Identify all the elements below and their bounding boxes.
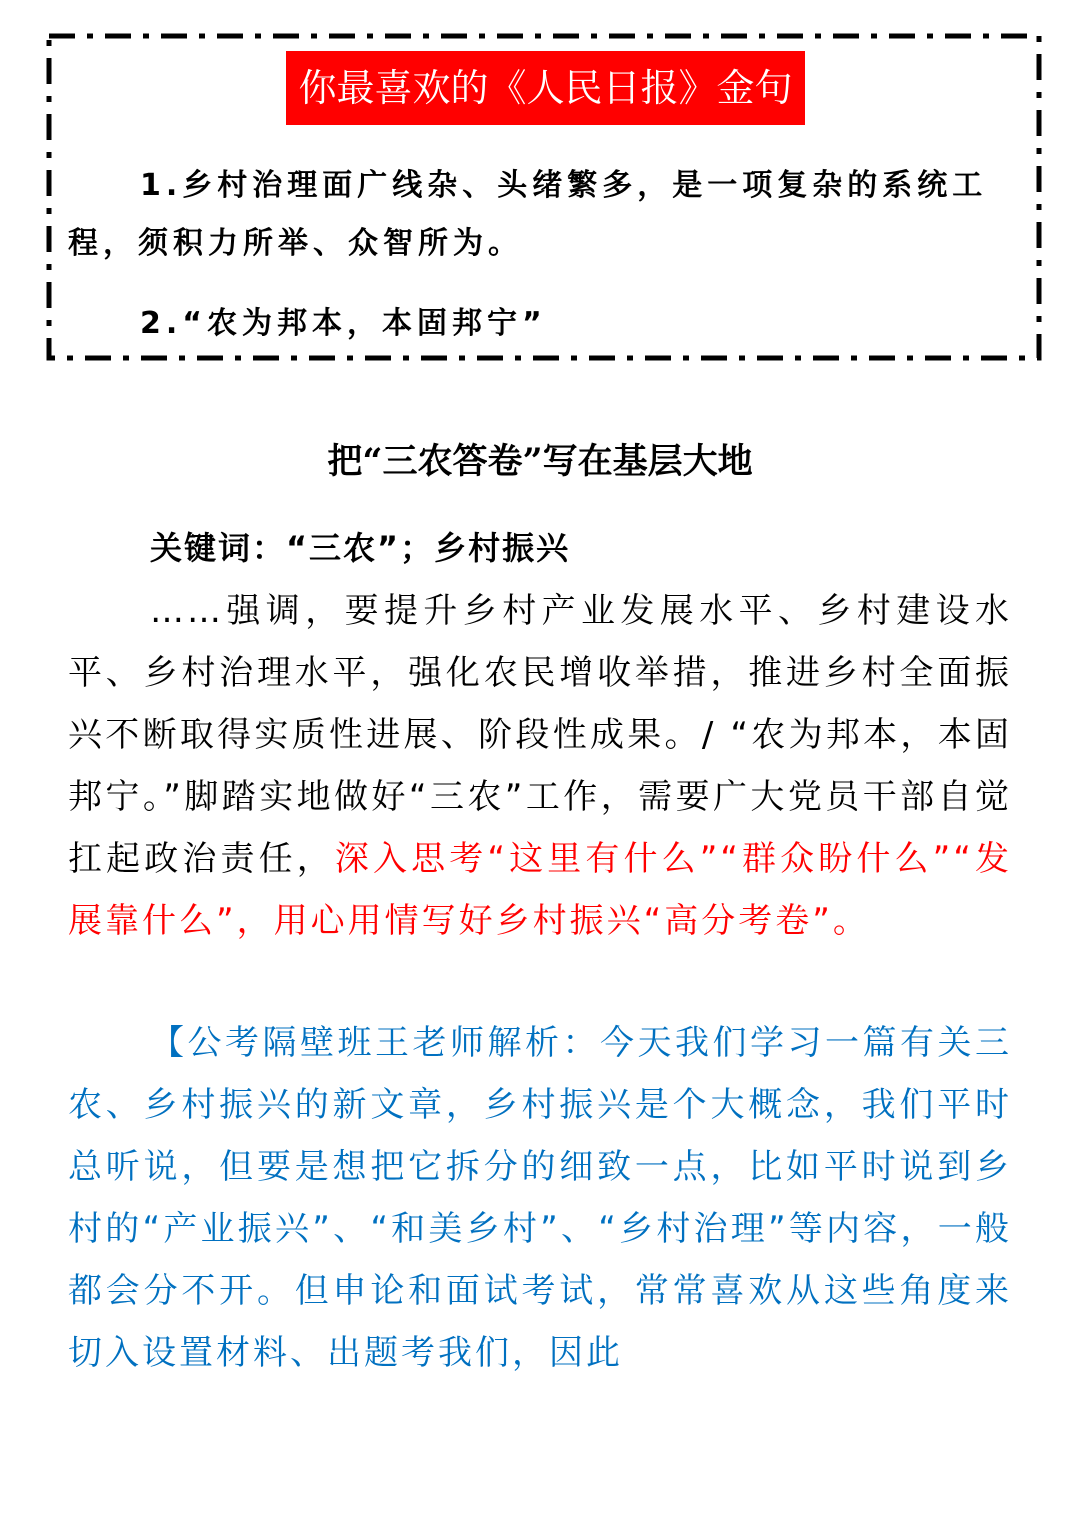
quote-item-2: 2.“农为邦本，本固邦宁” (140, 306, 547, 341)
body-plain-text: ……强调，要提升乡村产业发展水平、乡村建设水平、乡村治理水平，强化农民增收举措，推进乡村全面振兴不断取得实质性进展、阶段性成果。/ “农为邦本，本固邦宁。”脚踏实地做好“三农”工作，需要广大党员干部自觉扛起政治责任， (68, 591, 1012, 879)
article-body-paragraph (68, 580, 1012, 952)
quote-item-1: 1.乡村治理面广线杂、头绪繁多，是一项复杂的系统工程，须积力所举、众智所为。 (68, 168, 988, 261)
quote-box-title: 你最喜欢的《人民日报》金句 (286, 51, 805, 125)
body-highlight-text: 深入思考“这里有什么”“群众盼什么”“发展靠什么”，用心用情写好乡村振兴“高分考卷”。 (68, 839, 1012, 941)
keywords-line: 关键词：“三农”；乡村振兴 (150, 529, 571, 567)
quote-box (46, 33, 1042, 361)
article-title: 把“三农答卷”写在基层大地 (327, 441, 753, 482)
analysis-paragraph: 【公考隔壁班王老师解析：今天我们学习一篇有关三农、乡村振兴的新文章，乡村振兴是个大概念，我们平时总听说，但要是想把它拆分的细致一点，比如平时说到乡村的“产业振兴”、“和美乡村”、“乡村治理”等内容，一般都会分不开。但申论和面试考试，常常喜欢从这些角度来切入设置材料、出题考我们，因此 (68, 1023, 1012, 1373)
